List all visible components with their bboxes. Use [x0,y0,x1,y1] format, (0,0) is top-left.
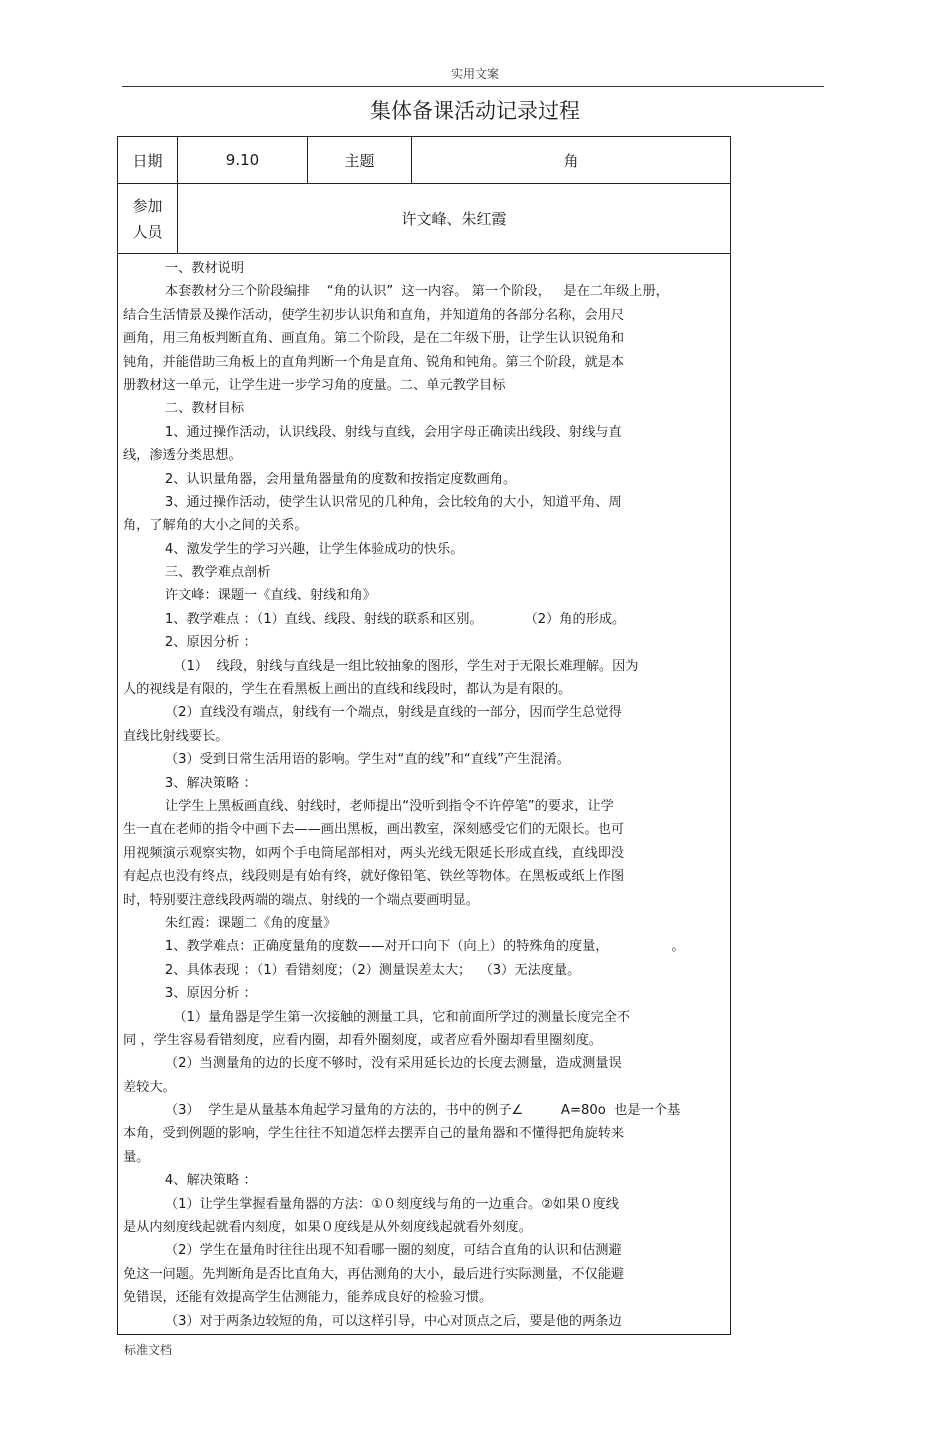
content-line: 生一直在老师的指令中画下去——画出黑板，画出教室，深刻感受它们的无限长。也可 [123,822,625,838]
content-line: （1） 线段，射线与直线是一组比较抽象的图形，学生对于无限长难理解。因为 [123,658,639,674]
content-line: （1）量角器是学生第一次接触的测量工具，它和前面所学过的测量长度完全不 [123,1009,631,1025]
content-line: 许文峰：课题一《直线、射线和角》 [123,588,376,604]
participants-label [118,184,177,253]
content-line: 1、教学难点：正确度量角的度数——对开口向下（向上）的特殊角的度量， 。 [123,939,685,955]
content-line: 1、通过操作活动，认识线段、射线与直线，会用字母正确读出线段、射线与直 [123,424,622,440]
content-line: 画角，用三角板判断直角、画直角。第二个阶段，是在二年级下册，让学生认识锐角和 [123,331,625,347]
content-line: 是从内刻度线起就看内刻度，如果０度线是从外刻度线起就看外刻度。 [123,1220,532,1236]
content-line: 免错误，还能有效提高学生估测能力，能养成良好的检验习惯。 [123,1290,493,1306]
content-line: 3、原因分析 ： [123,986,257,1002]
footer-label: 标准文档 [124,1343,173,1357]
content-line: 时，特别要注意线段两端的端点、射线的一个端点要画明显。 [123,892,480,908]
content-line: 差较大。 [123,1079,176,1095]
participants-label-line2: 人员 [132,222,163,241]
content-line: 让学生上黑板画直线、射线时，老师提出“没听到指令不许停笔”的要求，让学 [123,798,614,814]
record-table [117,136,731,1335]
content-line: 结合生活情景及操作活动，使学生初步认识角和直角，并知道角的各部分名称，会用尺 [123,307,625,323]
topic-label: 主题 [344,151,375,170]
content-line: 三、教学难点剖析 [123,565,271,581]
content-line: 线，渗透分类思想。 [123,448,242,464]
participants-value: 许文峰、朱红霞 [401,210,507,228]
content-line: 角，了解角的大小之间的关系。 [123,518,308,534]
header-label: 实用文案 [450,67,499,81]
content-line: 2、原因分析 ： [123,635,257,651]
content-line: 4、激发学生的学习兴趣，让学生体验成功的快乐。 [123,541,464,557]
content-line: 人的视线是有限的，学生在看黑板上画出的直线和线段时，都认为是有限的。 [123,682,572,698]
table-row-divider [118,253,730,254]
content-line: 本套教材分三个阶段编排 “角的认识” 这一内容。 第一个阶段， 是在二年级上册， [123,284,669,300]
topic-value: 角 [563,151,579,170]
content-line: 量。 [123,1149,150,1165]
content-line: 3、解决策略 ： [123,775,257,791]
document-title: 集体备课活动记录过程 [370,99,580,123]
content-line: 一、教材说明 [123,261,245,276]
content-line: 册教材这一单元，让学生进一步学习角的度量。二、单元教学目标 [123,377,506,393]
content-line: 4、解决策略 ： [123,1173,257,1189]
content-line: （1）让学生掌握看量角器的方法：①０刻度线与角的一边重合。②如果０度线 [123,1196,619,1212]
content-line: （3） 学生是从量基本角起学习量角的方法的，书中的例子∠ A=80o 也是一个基 [123,1103,681,1119]
record-content [123,257,723,1333]
content-line: 本角，受到例题的影响，学生往往不知道怎样去摆弄自己的量角器和不懂得把角旋转来 [123,1126,625,1142]
header-rule [122,86,824,87]
content-line: 朱红霞：课题二《角的度量》 [123,915,337,931]
date-value: 9.10 [225,151,260,169]
content-line: 免这一问题。先判断角是否比直角大，再估测角的大小，最后进行实际测量，不仅能避 [123,1266,625,1282]
content-line: 2、具体表现 ：（1）看错刻度；（2）测量误差太大； （3）无法度量。 [123,962,581,978]
content-line: 有起点也没有终点，线段则是有始有终，就好像铅笔、铁丝等物体。在黑板或纸上作图 [123,869,625,885]
content-line: 1、教学难点 ：（1）直线、线段、射线的联系和区别。 （2）角的形成。 [123,611,626,627]
content-line: 直线比射线要长。 [123,728,229,744]
content-line: （2）直线没有端点，射线有一个端点，射线是直线的一部分，因而学生总觉得 [123,705,622,721]
content-line: 同 ，学生容易看错刻度，应看内圈，却看外圈刻度，或者应看外圈却看里圈刻度。 [123,1032,602,1048]
content-line: 二、教材目标 [123,401,245,417]
content-line: （2）当测量角的边的长度不够时，没有采用延长边的长度去测量，造成测量误 [123,1056,622,1072]
participants-label-line1: 参加 [132,196,163,215]
content-line: （2）学生在量角时往往出现不知看哪一圈的刻度，可结合直角的认识和估测避 [123,1243,622,1259]
content-line: （3）对于两条边较短的角，可以这样引导，中心对顶点之后，要是他的两条边 [123,1313,622,1329]
content-line: （3）受到日常生活用语的影响。学生对“直的线”和“直线”产生混淆。 [123,752,570,768]
content-line: 用视频演示观察实物，如两个手电筒尾部相对，两头光线无限延长形成直线，直线即没 [123,845,625,861]
content-line: 钝角，并能借助三角板上的直角判断一个角是直角、锐角和钝角。第三个阶段，就是本 [123,354,625,370]
content-line: 2、认识量角器，会用量角器量角的度数和按指定度数画角。 [123,471,517,487]
date-label: 日期 [132,151,163,170]
content-line: 3、通过操作活动，使学生认识常见的几种角，会比较角的大小，知道平角、周 [123,494,622,510]
